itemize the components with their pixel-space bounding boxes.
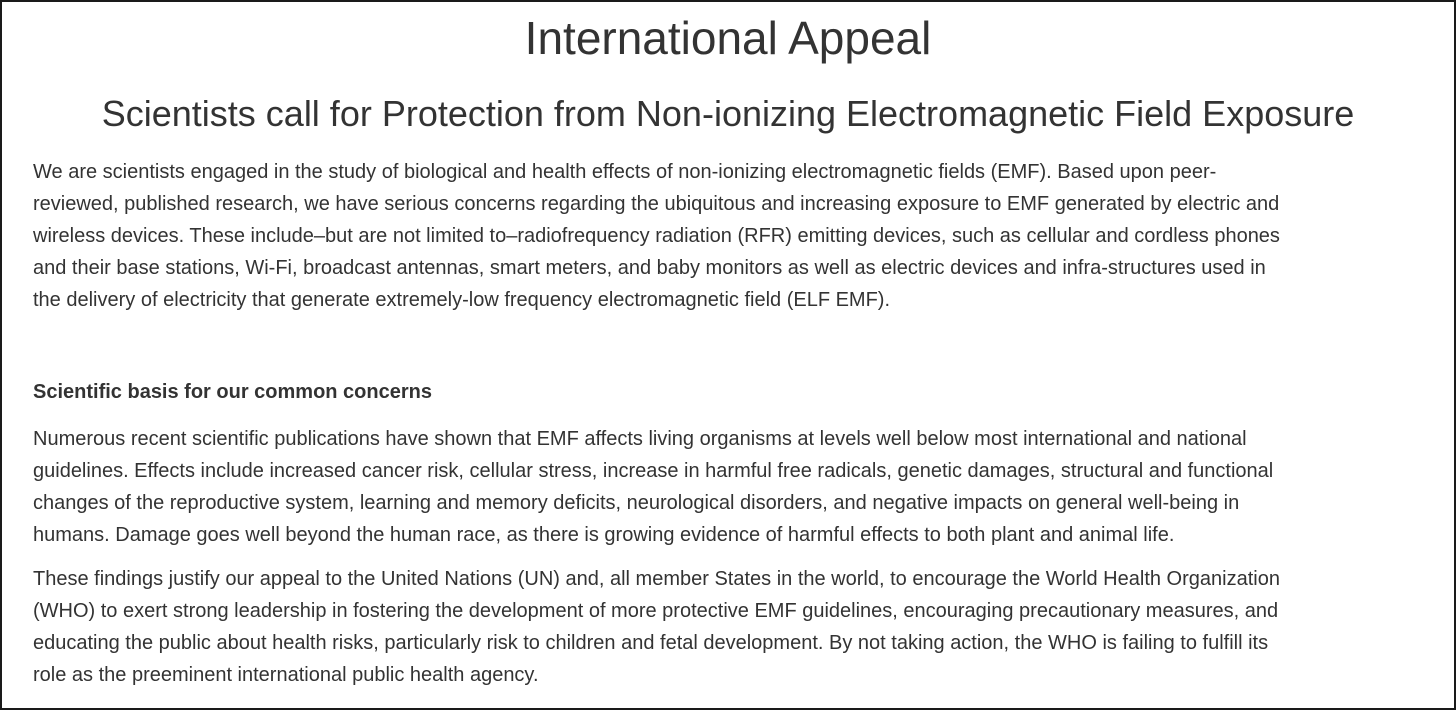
appeal-paragraph: These findings justify our appeal to the United Nations (UN) and, all member States in the world, to encourage the World Health Organization (WHO) to exert strong leadership in fostering the development of more protective EMF guidelines, encouraging precautionary measures, and educating the public about health risks, particularly risk to children and fetal development. By not taking action, the WHO is failing to fulfill its role as the preeminent international public health agency. [33, 568, 1280, 686]
page-title: International Appeal [524, 12, 932, 64]
findings-paragraph: Numerous recent scientific publications have shown that EMF affects living organisms at levels well below most international and national guidelines. Effects include increased cancer risk, cellular stress, increase in harmful free radicals, genetic damages, structural and functional changes of the reproductive system, learning and memory deficits, neurological disorders, and negative impacts on general well-being in humans. Damage goes well beyond the human race, as there is growing evidence of harmful effects to both plant and animal life. [33, 428, 1274, 546]
section-heading: Scientific basis for our common concerns [33, 381, 432, 403]
page-subtitle: Scientists call for Protection from Non-ionizing Electromagnetic Field Exposure [101, 93, 1355, 134]
intro-paragraph: We are scientists engaged in the study of biological and health effects of non-ionizing electromagnetic fields (EMF). Based upon peer- reviewed, published research, we have serious concerns regarding the ubiquitous and increasing exposure to EMF generated by electric and wireless devices. These include–but are not limited to–radiofrequency radiation (RFR) emitting devices, such as cellular and cordless phones and their base stations, Wi-Fi, broadcast antennas, smart meters, and baby monitors as well as electric devices and infra-structures used in the delivery of electricity that generate extremely-low frequency electromagnetic field (ELF EMF). [33, 161, 1280, 311]
